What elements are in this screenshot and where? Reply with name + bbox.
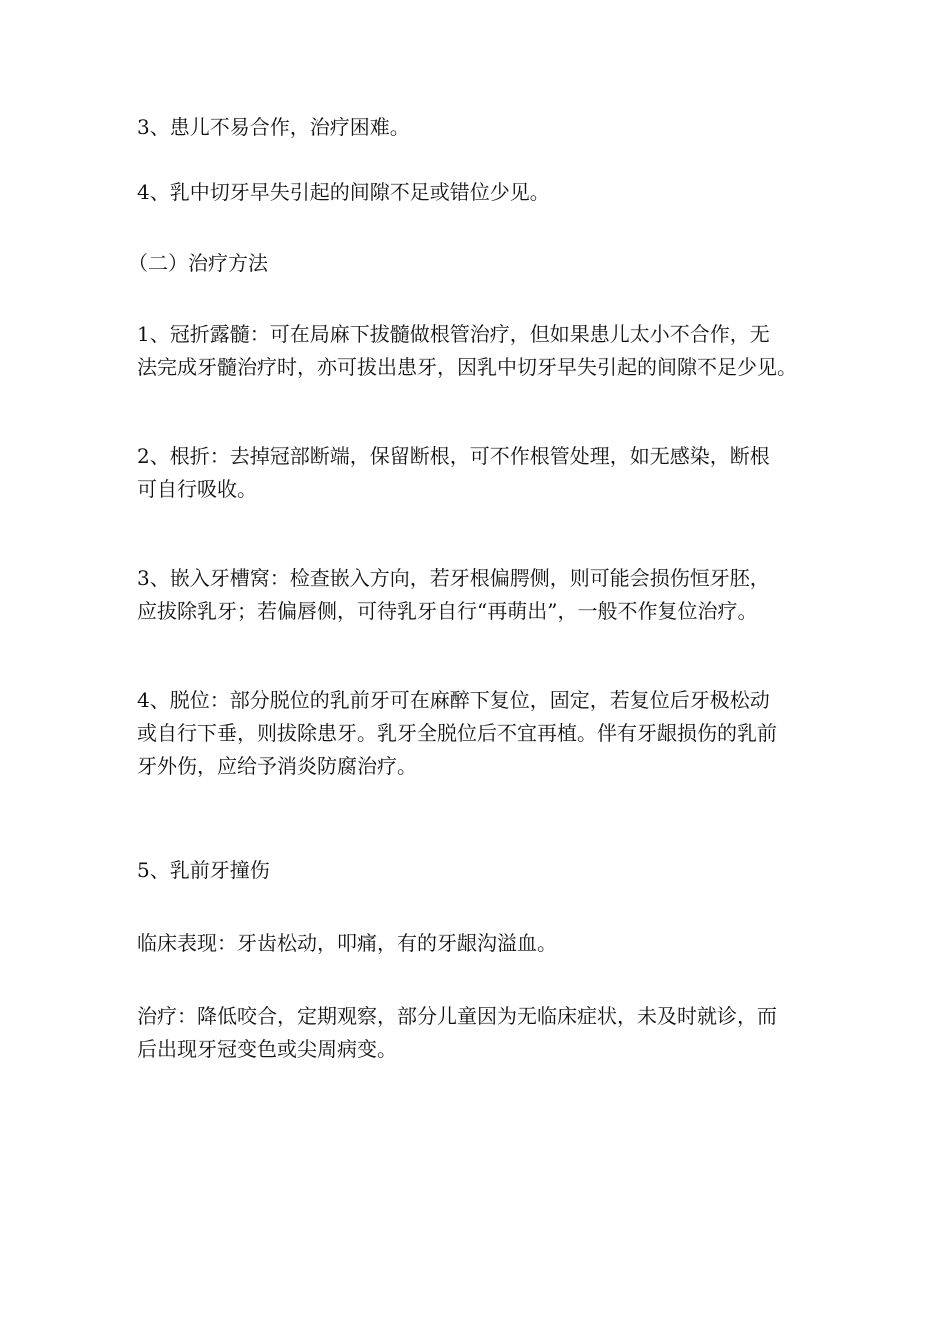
text-line: 可自行吸收。: [137, 477, 257, 501]
text-line: 4、乳中切牙早失引起的间隙不足或错位少见。: [137, 180, 550, 204]
text-line: 法完成牙髓治疗时，亦可拔出患牙，因乳中切牙早失引起的间隙不足少见。: [137, 355, 797, 379]
text-line: 3、嵌入牙槽窝：检查嵌入方向，若牙根偏腭侧，则可能会损伤恒牙胚，: [137, 566, 770, 590]
paragraph-intrusion: [137, 562, 837, 628]
paragraph-point-4-spacing: [137, 176, 837, 209]
text-line: 临床表现：牙齿松动，叩痛，有的牙龈沟溢血。: [137, 931, 557, 955]
paragraph-concussion-heading: [137, 854, 837, 887]
text-line: 1、冠折露髓：可在局麻下拔髓做根管治疗，但如果患儿太小不合作，无: [137, 322, 770, 346]
text-line: 5、乳前牙撞伤: [137, 858, 270, 882]
text-line: 2、根折：去掉冠部断端，保留断根，可不作根管处理，如无感染，断根: [137, 444, 770, 468]
section-heading-treatment-methods: [128, 247, 828, 280]
paragraph-treatment: [137, 1000, 837, 1066]
text-line: 应拔除乳牙；若偏唇侧，可待乳牙自行“再萌出”，一般不作复位治疗。: [137, 599, 758, 623]
heading-text: （二）治疗方法: [128, 251, 268, 275]
paragraph-point-3-cooperation: [137, 111, 837, 144]
paragraph-crown-fracture: [137, 318, 837, 384]
text-line: 牙外伤，应给予消炎防腐治疗。: [137, 754, 417, 778]
text-line: 4、脱位：部分脱位的乳前牙可在麻醉下复位，固定，若复位后牙极松动: [137, 688, 770, 712]
text-line: 或自行下垂，则拔除患牙。乳牙全脱位后不宜再植。伴有牙龈损伤的乳前: [137, 721, 777, 745]
text-line: 治疗：降低咬合，定期观察，部分儿童因为无临床症状，未及时就诊，而: [137, 1004, 777, 1028]
text-line: 后出现牙冠变色或尖周病变。: [137, 1037, 397, 1061]
paragraph-root-fracture: [137, 440, 837, 506]
paragraph-clinical-manifestation: [137, 927, 837, 960]
text-line: 3、患儿不易合作，治疗困难。: [137, 115, 410, 139]
paragraph-luxation: [137, 684, 837, 783]
